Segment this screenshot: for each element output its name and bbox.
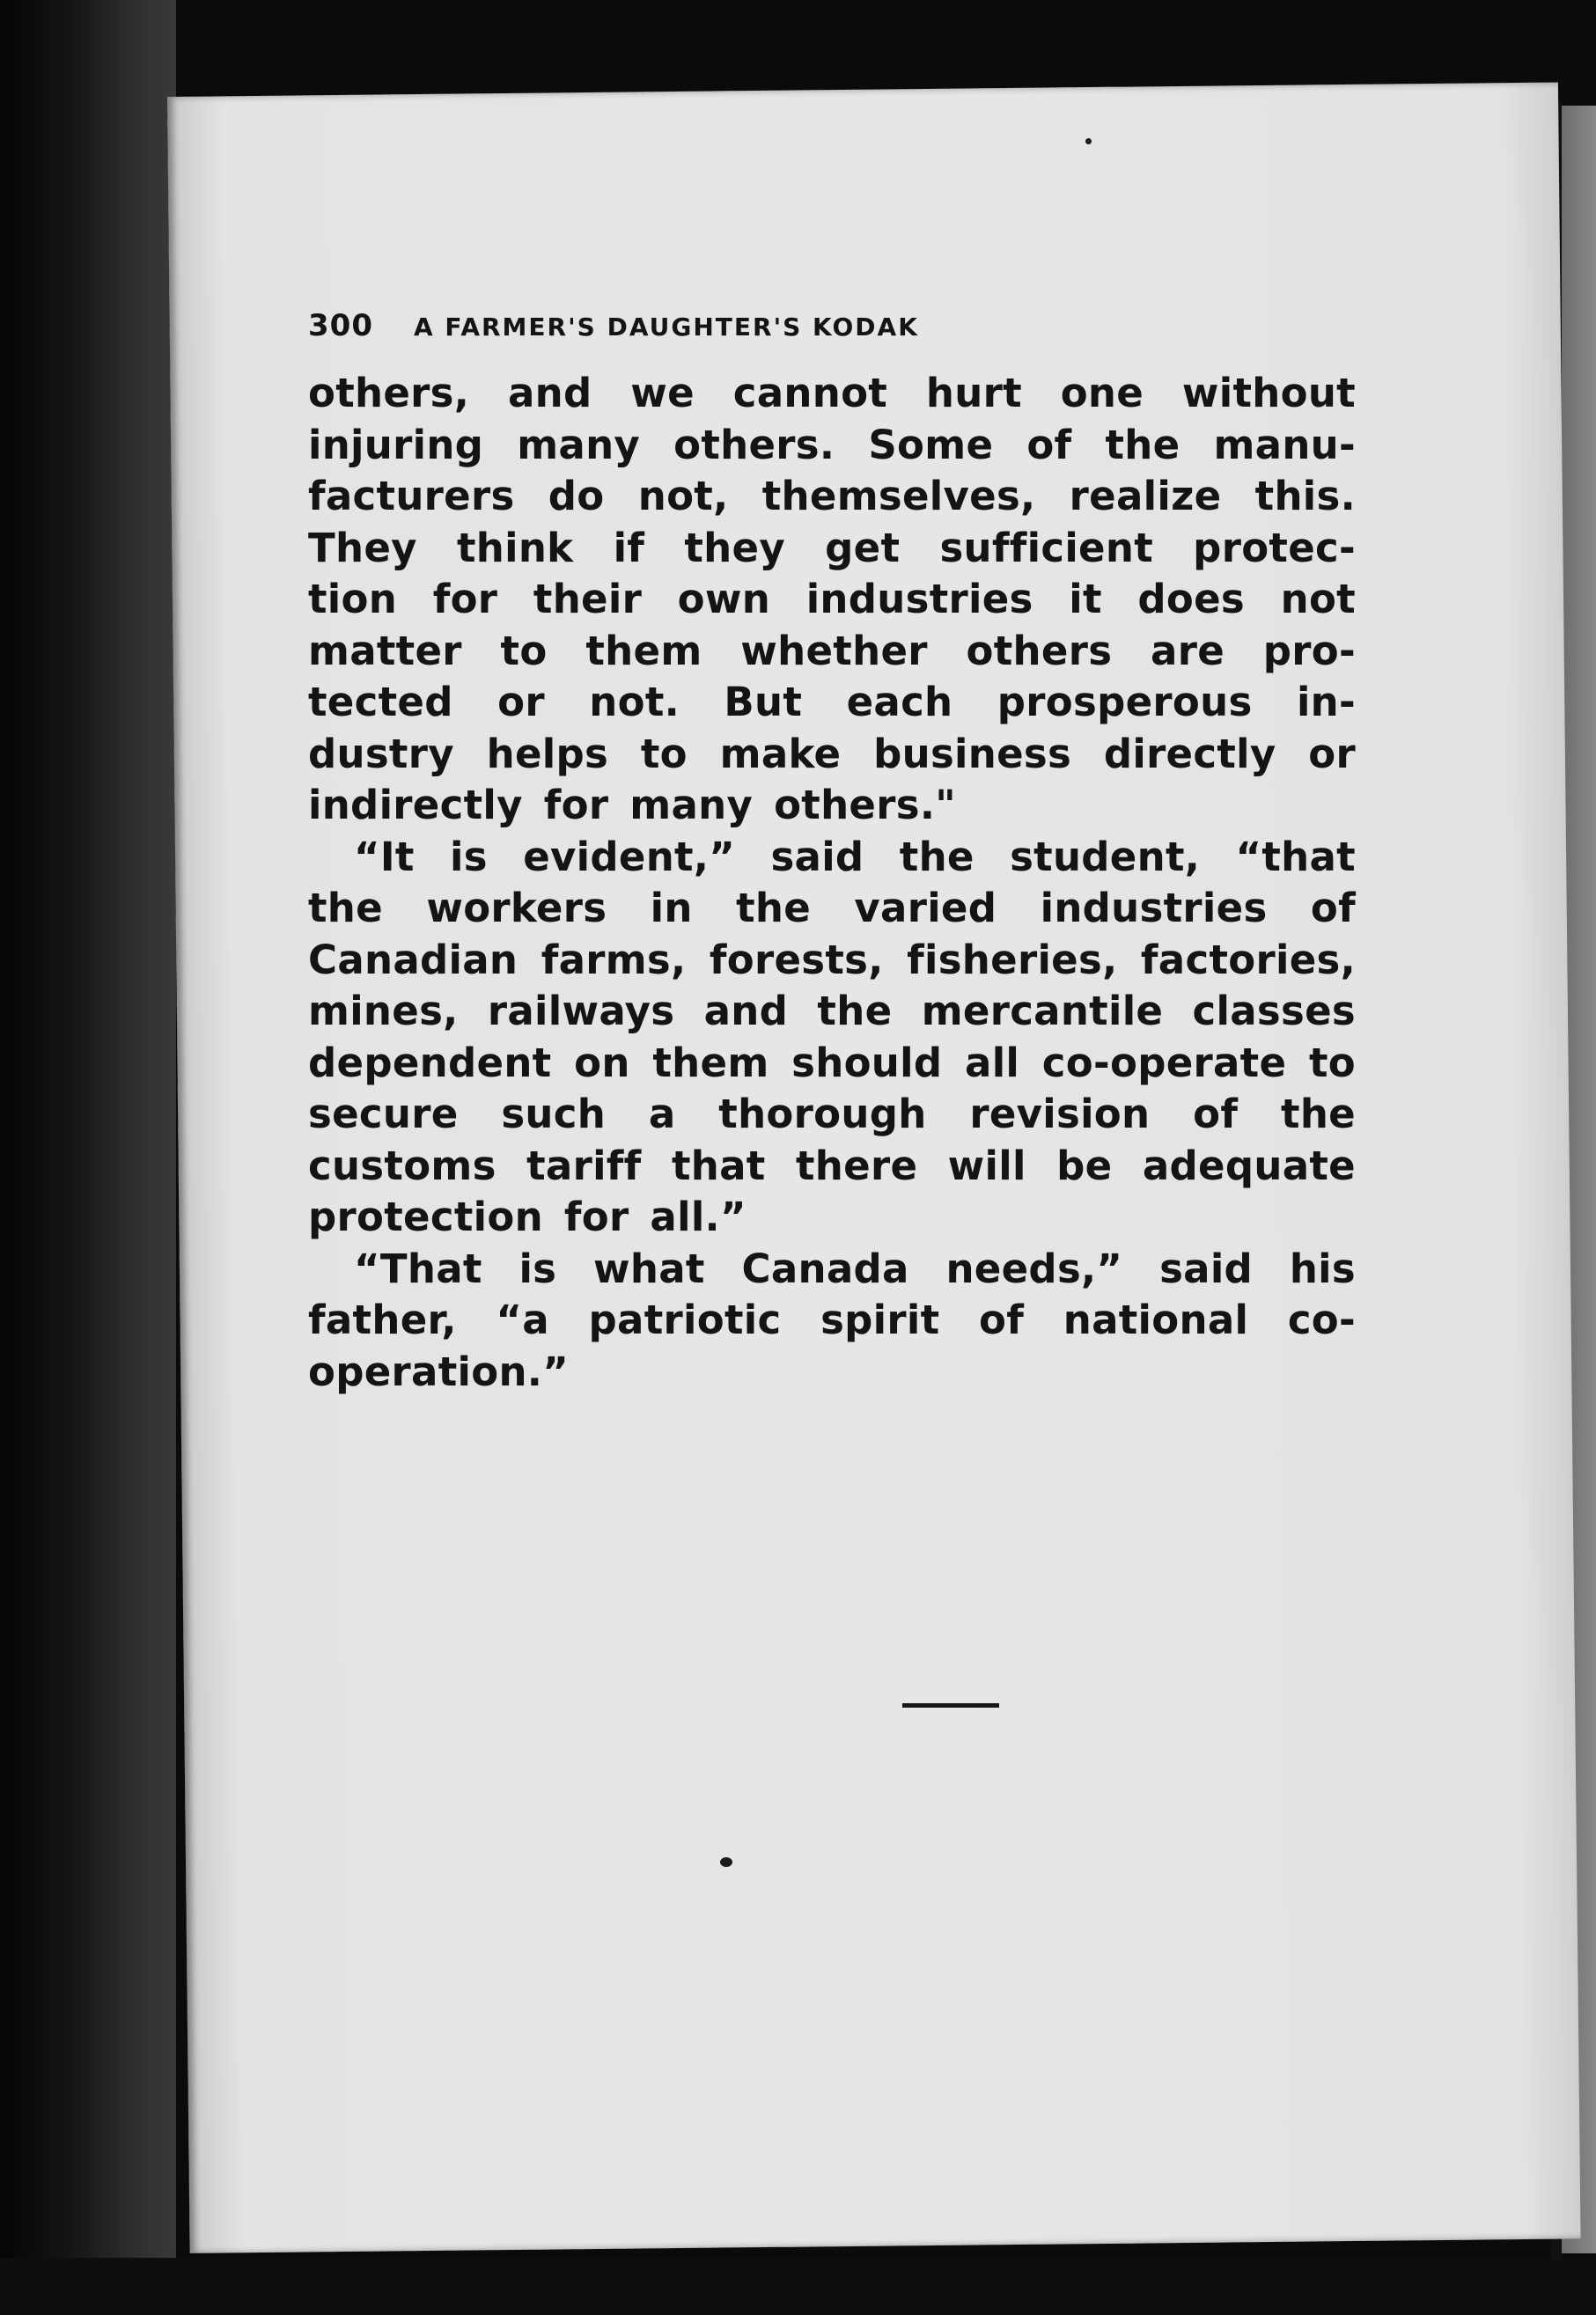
scan-speck [720,1857,732,1867]
text-line: protection for all.” [308,1194,747,1240]
text-line: facturers do not, themselves, realize this. [308,473,1356,519]
text-line: dependent on them should all co-operate to [308,1039,1356,1086]
text-line: father, “a patriotic spirit of national co- [308,1297,1356,1343]
text-line: customs tariff that there will be adequate [308,1142,1356,1189]
text-line: “That is what Canada needs,” said his [354,1245,1356,1292]
text-line: the workers in the varied industries of [308,885,1356,931]
scan-bottom-edge [0,2258,1596,2315]
scan-speck [1085,138,1092,144]
text-line: “It is evident,” said the student, “that [354,833,1356,880]
text-line: tion for their own industries it does not [308,576,1356,622]
text-line: secure such a thorough revision of the [308,1091,1356,1137]
text-line: tected or not. But each prosperous in- [308,679,1356,725]
body-text [308,368,1356,1398]
page-content [308,308,1356,1398]
book-spine-shadow [0,0,176,2315]
text-line: matter to them whether others are pro- [308,627,1356,674]
text-line: indirectly for many others." [308,782,956,828]
text-line: injuring many others. Some of the manu- [308,421,1356,468]
text-line: mines, railways and the mercantile classes [308,988,1356,1034]
text-line: operation.” [308,1348,570,1395]
text-line: They think if they get sufficient protec- [308,524,1356,571]
running-title: A FARMER'S DAUGHTER'S KODAK [413,312,919,342]
section-end-rule [902,1703,999,1708]
text-line: dustry helps to make business directly or [308,730,1356,777]
running-head [308,308,1356,343]
page-number: 300 [308,308,373,343]
text-line: others, and we cannot hurt one without [308,370,1356,416]
text-line: Canadian farms, forests, fisheries, factories, [308,936,1356,983]
